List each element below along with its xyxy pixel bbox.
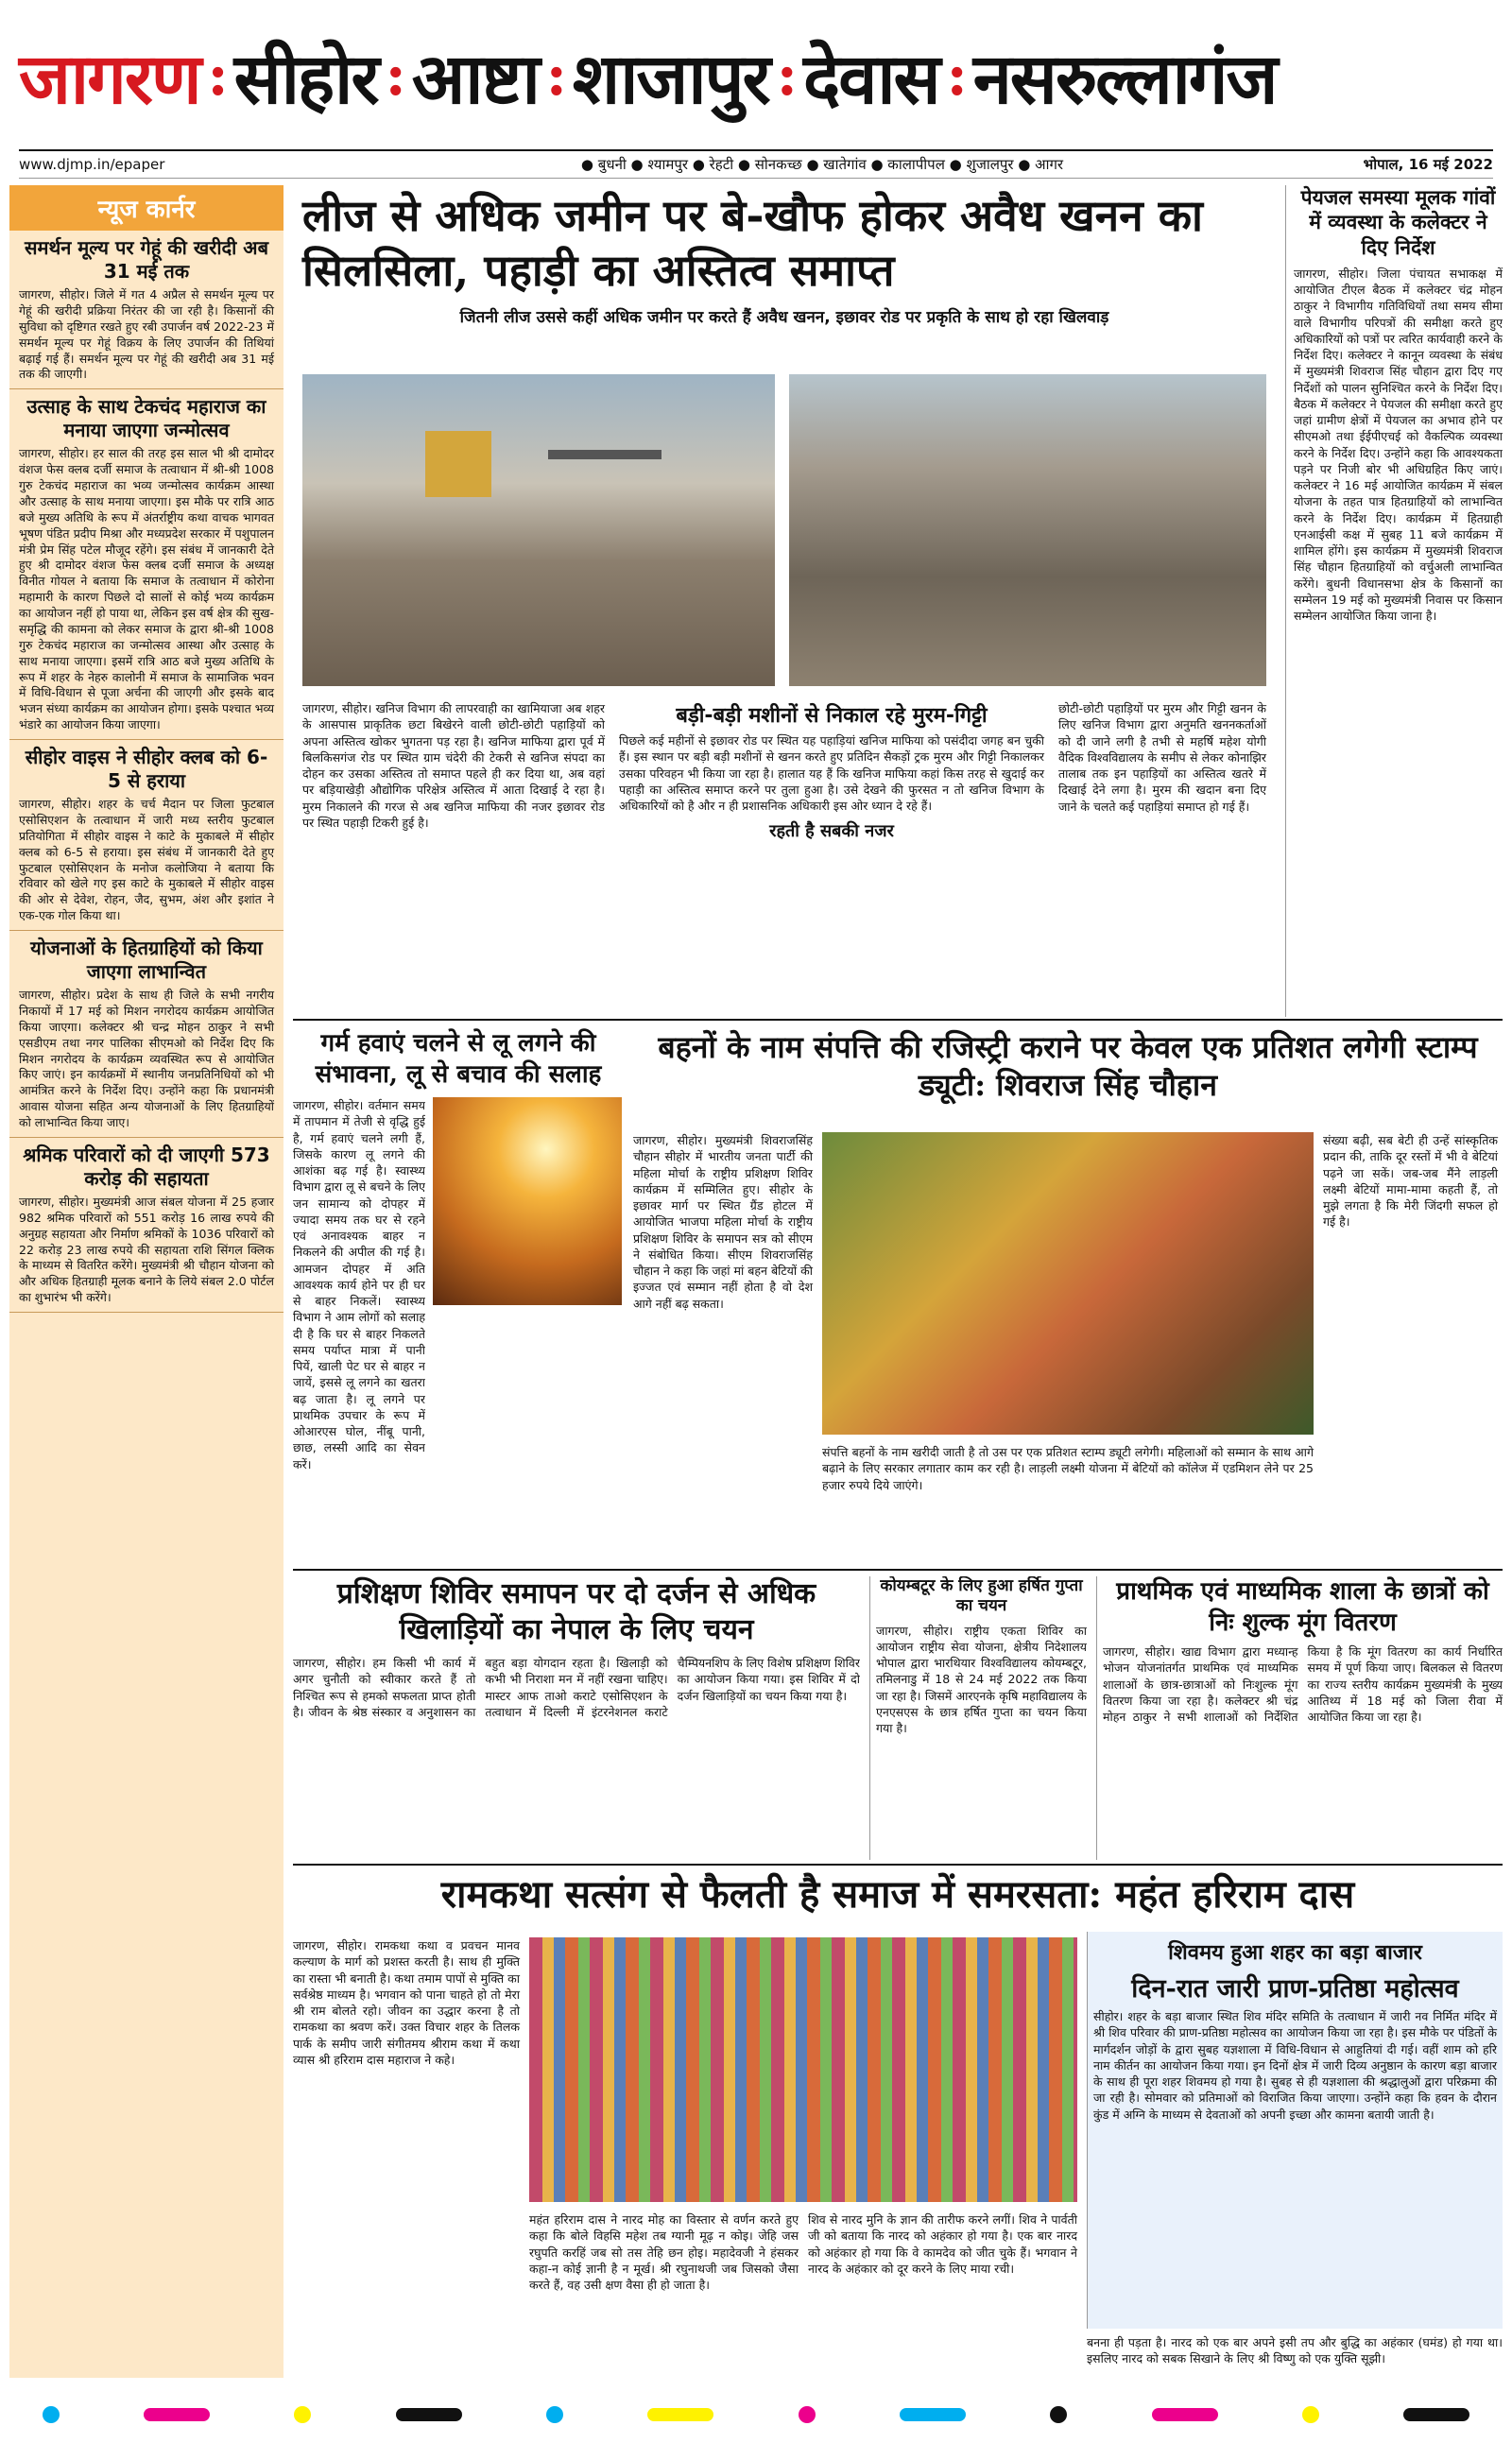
players-body: जागरण, सीहोर। हम किसी भी कार्य में अगर चुनौती को स्वीकार करते हैं तो निश्चित रूप से हमको सफलता प्राप्त होती है। जीवन के श्रेष्ठ संस्कार व अनुशासन का बहुत बड़ा योगदान रहता है। खिलाड़ी को कभी भी निराशा मन में नहीं रखना चाहिए। मास्टर आफ ताओ कराटे एसोसिएशन के तत्वाधान में दिल्ली में इंटरनेशनल कराटे चैम्पियनशिप के लिए विशेष प्रशिक्षण शिविर का आयोजन किया गया। इस शिविर में दो दर्जन खिलाड़ियों का चयन किया गया है। [293, 1656, 860, 1719]
ramkatha-body-3: शिव से नारद मुनि के ज्ञान की तारीफ करने लगीं। शिव ने पार्वती जी को बताया कि नारद को अहंकार हो गया है। एक बार नारद को अहंकार हो गया कि वे कामदेव को जीत चुके हैं। भगवान ने नारद के अहंकार को दूर करने के लिए माया रची। [808, 2212, 1077, 2276]
masthead: जागरण : सीहोर : आष्टा : शाजापुर : देवास : नसरुल्लागंज [19, 19, 1493, 132]
news-item [9, 931, 284, 1138]
news-item-text: जागरण, सीहोर। हर साल की तरह इस साल भी श्री दामोदर वंशज फेस क्लब दर्जी समाज के तत्वाधान में श्री-श्री 1008 गुरु टेकचंद महाराज का भव्य जन्मोत्सव कार्यक्रम आस्था और उत्साह के साथ मनाया जाएगा। इस मौके पर रात्रि आठ बजे मुख्य अतिथि के रूप में अंतर्राष्ट्रीय कथा वाचक भागवत भूषण पंडित प्रदीप मिश्रा और मध्यप्रदेश सरकार में पशुपालन मंत्री प्रेम सिंह पटेल मौजूद रहेंगे। इस संबंध में जानकारी देते हुए श्री दामोदर वंशज फेस क्लब दर्जी समाज के अध्यक्ष विनीत गोयल ने बताया कि समाज के तत्वाधान में कोरोना महामारी के कारण पिछले दो सालों से कोई भव्य कार्यक्रम का आयोजन नहीं हो पाया था, लेकिन इस वर्ष क्षेत्र की सुख-समृद्धि की कामना को लेकर समाज के द्वारा श्री-श्री 1008 गुरु टेकचंद महाराज का जन्मोत्सव आस्था और उत्साह के साथ मनाया जाएगा। इसमें रात्रि आठ बजे मुख्य अतिथि के रूप में शहर के नेहरु कालोनी में समाज के सामाजिक भवन में विधि-विधान से पूजा अर्चना की जाएगी और इसके बाद भजन संध्या कार्यक्रम का आयोजन होगा। इसके पश्चात भव्य भंडारे का आयोजन किया जाएगा। [19, 446, 275, 732]
city-shajapur: शाजापुर [572, 38, 769, 120]
lead-subhead: बड़ी-बड़ी मशीनों से निकाल रहे मुरम-गिट्टी [676, 704, 988, 728]
lead-body-3: छोटी-छोटी पहाड़ियों पर मुरम और गिट्टी खनन के लिए खनिज विभाग द्वारा अनुमति खननकर्ताओं को दी जाने लगी है तभी से महर्षि महेश योगी वैदिक विश्वविद्यालय के समीप से लेकर कोनाझिर तालाब तक इन पहाड़ियों का अस्तित्व खतरे में दिखाई देने लगा है। मुरम की खदान बना दिए जाने के चलते कई पहाड़ियां समाप्त हो गई हैं। [1058, 701, 1266, 814]
news-corner-title: न्यूज कार्नर [9, 185, 284, 231]
edition-towns: ● बुधनी ● श्यामपुर ● रेहटी ● सोनकच्छ ● खातेगांव ● कालापीपल ● शुजालपुर ● आगर [580, 156, 1064, 173]
news-item-headline: समर्थन मूल्य पर गेहूं की खरीदी अब 31 मई तक [24, 236, 269, 283]
brand-name: जागरण [19, 38, 200, 120]
heatwave-story [293, 1028, 624, 1567]
ramkatha-crowd-photo [529, 1937, 1077, 2202]
news-corner [9, 185, 284, 2378]
news-item-text: जागरण, सीहोर। जिले में गत 4 अप्रैल से समर्थन मूल्य पर गेहूं की खरीदी प्रक्रिया निरंतर की जा रही है। किसानों की सुविधा को दृष्टिगत रखते हुए रबी उपार्जन वर्ष 2022-23 में समर्थन मूल्य पर गेहूं विक्रय के लिए उपार्जन की तिथियां बढ़ाई गई हैं। समर्थन मूल्य पर गेहूं की खरीदी अब 31 मई तक की जाएगी। [19, 287, 274, 382]
city-ashta: आष्टा [411, 38, 539, 120]
city-dewas: देवास [802, 38, 939, 120]
news-item-headline: योजनाओं के हितग्राहियों को किया जाएगा लाभान्वित [30, 937, 263, 983]
divider [293, 1019, 1503, 1021]
lead-body-1: जागरण, सीहोर। खनिज विभाग की लापरवाही का खामियाजा अब शहर के आसपास प्राकृतिक छटा बिखेरने वाली छोटी-छोटी पहाड़ियों को अपना अस्तित्व खोकर भुगतना पड़ रहा है। खनिज माफिया द्वारा पूर्व में बिलकिसगंज रोड पर स्थित ग्राम चंदेरी की टेकरी से खनिज संपदा का दोहन कर उसका अस्तित्व तो समाप्त पहले ही कर दिया था, अब वहां पर बड़ियाखेड़ी औद्योगिक परिक्षेत्र अस्तित्व में आता दिखाई दे रहा है। मुरम निकालने की गरज से अब खनिज माफिया की नजर इछावर रोड पर स्थित पहाड़ी टिकरी हुई है। [302, 701, 605, 830]
heatwave-photo [433, 1097, 622, 1305]
shivraj-story [633, 1028, 1503, 1567]
news-item-headline: सीहोर वाइस ने सीहोर क्लब को 6-5 से हराया [25, 746, 268, 792]
news-item-headline: श्रमिक परिवारों को दी जाएगी 573 करोड़ की सहायता [23, 1143, 270, 1190]
news-item [9, 389, 284, 740]
shivraj-headline: बहनों के नाम संपत्ति की रजिस्ट्री कराने पर केवल एक प्रतिशत लगेगी स्टाम्प ड्यूटी: शिवराज सिंह चौहान [658, 1029, 1478, 1103]
lead-story [293, 185, 1276, 1017]
epaper-url[interactable]: www.djmp.in/epaper [19, 156, 165, 173]
city-sehore: सीहोर [233, 38, 378, 120]
shivamay-kicker: शिवमय हुआ शहर का बड़ा बाजार [1168, 1941, 1422, 1965]
ramkatha-body-4: बनना ही पड़ता है। नारद को एक बार अपने इसी तप और बुद्धि का अहंकार (घमंड) हो गया था। इसलिए नारद को सबक सिखाने के लिए श्री विष्णु को एक युक्ति सूझी। [1087, 2335, 1503, 2366]
shivamay-headline: दिन-रात जारी प्राण-प्रतिष्ठा महोत्सव [1131, 1974, 1459, 2004]
news-item-headline: उत्साह के साथ टेकचंद महाराज का मनाया जाएगा जन्मोत्सव [26, 395, 266, 442]
mung-body: जागरण, सीहोर। खाद्य विभाग द्वारा मध्यान्ह भोजन योजनांतर्गत प्राथमिक एवं माध्यमिक शालाओं के छात्र-छात्राओं को निःशुल्क मूंग वितरण किया जा रहा है। कलेक्टर श्री चंद्र मोहन ठाकुर ने सभी शालाओं को निर्देशित किया है कि मूंग वितरण का कार्य निर्धारित समय में पूर्ण किया जाए। बिलकल से वितरण का राज्य स्तरीय कार्यक्रम मुख्यमंत्री के मुख्य आतिथ्य में 18 मई को जिला रीवा में आयोजित किया जा रहा है। [1103, 1644, 1503, 1724]
shivamay-box [1087, 1932, 1503, 2329]
ramkatha-body-2: महंत हरिराम दास ने नारद मोह का विस्तार से वर्णन करते हुए कहा कि बोले विहसि महेश तब ग्यानी मूढ़ न कोइ। जेहि जस रघुपति करहिं जब सो तस तेहि छन होइ। महादेवजी ने हंसकर कहा-न कोई ज्ञानी है न मूर्ख। श्री रघुनाथजी जब जिसको जैसा करते हैं, वह उसी क्षण वैसा ही हो जाता है। [529, 2212, 799, 2292]
water-headline: पेयजल समस्या मूलक गांवों में व्यवस्था के कलेक्टर ने दिए निर्देश [1300, 185, 1496, 259]
ramkatha-headline: रामकथा सत्संग से फैलती है समाज में समरसता: महंत हरिराम दास [440, 1872, 1355, 1917]
masthead-area [0, 0, 1512, 151]
shivraj-body-1: जागरण, सीहोर। मुख्यमंत्री शिवराजसिंह चौहान सीहोर में भारतीय जनता पार्टी की महिला मोर्चा के राष्ट्रीय प्रशिक्षण शिविर कार्यक्रम में सम्मिलित हुए। सीहोर के इछावर मार्ग पर स्थित ग्रैंड होटल में आयोजित भाजपा महिला मोर्चा के राष्ट्रीय प्रशिक्षण शिविर के समापन सत्र को सीएम ने संबोधित किया। सीएम शिवराजसिंह चौहान ने कहा कि जहां मां बहन बेटियों की इज्जत एवं सम्मान नहीं होता है वो देश आगे नहीं बढ़ सकता। [633, 1133, 813, 1311]
divider [293, 1864, 1503, 1866]
lead-strap: जितनी लीज उससे कहीं अधिक जमीन पर करते हैं अवैध खनन, इछावर रोड पर प्रकृति के साथ हो रहा खिलवाड़ [459, 308, 1109, 327]
mung-story [1096, 1576, 1503, 1860]
news-item [9, 740, 284, 931]
mung-headline: प्राथमिक एवं माध्यमिक शाला के छात्रों को निः शुल्क मूंग वितरण [1116, 1577, 1489, 1637]
players-story [293, 1576, 860, 1860]
edition-bar [19, 149, 1493, 179]
news-item-text: जागरण, सीहोर। शहर के चर्च मैदान पर जिला फुटबाल एसोसिएशन के तत्वाधान में जारी मध्य स्तरीय फुटबाल प्रतियोगिता में सीहोर वाइस ने काटे के मुकाबले में सीहोर क्लब को 6-5 से हराया। इस संबंध में जानकारी देते हुए फुटबाल एसोसिएशन के मनोज कलोजिया ने बताया कि रविवार को खेले गए इस काटे के मुकाबले में सीहोर वाइस की ओर से देवेश, रोहन, जैद, सुभम, अंश और इशांत ने एक-एक गोल किया था। [19, 797, 274, 923]
shivraj-body-3: संख्या बढ़ी, सब बेटी ही उन्हें सांस्कृतिक प्रदान की, ताकि दूर रस्तों में भी वे बेटियां पढ़ने जा सकें। जब-जब मैंने लाड़ली लक्ष्मी बेटियों मामा-मामा कहती हैं, तो मुझे लगता है कि मेरी जिंदगी सफल हो गई है। [1323, 1133, 1498, 1230]
heatwave-headline: गर्म हवाएं चलने से लू लगने की संभावना, लू से बचाव की सलाह [315, 1029, 602, 1089]
mining-photo-2 [789, 374, 1266, 686]
shivraj-body-2: संपत्ति बहनों के नाम खरीदी जाती है तो उस पर एक प्रतिशत स्टाम्प ड्यूटी लगेगी। महिलाओं को सम्मान के साथ आगे बढ़ाने के लिए सरकार लगातार काम कर रही है। लाड़ली लक्ष्मी योजना में बेटियों को कॉलेज में एडमिशन लेने पर 25 हजार रुपये दिये जाएंगे। [822, 1445, 1314, 1492]
edition-date: भोपाल, 16 मई 2022 [1363, 156, 1493, 173]
divider [293, 1569, 1503, 1571]
players-headline: प्रशिक्षण शिविर समापन पर दो दर्जन से अधिक खिलाड़ियों का नेपाल के लिए चयन [336, 1577, 816, 1646]
coimbatore-headline: कोयम्बटूर के लिए हुआ हर्षित गुप्ता का चयन [880, 1576, 1083, 1616]
shivraj-photo [822, 1132, 1314, 1435]
heatwave-body: जागरण, सीहोर। वर्तमान समय में तापमान में तेजी से वृद्धि हुई है, गर्म हवाएं चलने लगी हैं, जिसके कारण लू लगने की आशंका बढ़ गई है। स्वास्थ्य विभाग द्वारा लू से बचने के लिए जन सामान्य को दोपहर में ज्यादा समय तक घर से रहने एवं अनावश्यक बाहर न निकलने की अपील की गई है। आमजन दोपहर में अति आवश्यक कार्य होने पर ही घर से बाहर निकलें। स्वास्थ्य विभाग ने आम लोगों को सलाह दी है कि घर से बाहर निकलते समय पर्याप्त मात्रा में पानी पियें, खाली पेट घर से बाहर न जायें, इससे लू लगने का खतरा बढ़ जाता है। लू लगने पर प्राथमिक उपचार के रूप में ओआरएस घोल, नींबू पानी, छाछ, लस्सी आदि का सेवन करें। [293, 1098, 425, 1471]
ramkatha-story [293, 1871, 1503, 2391]
shivamay-body: सीहोर। शहर के बड़ा बाजार स्थित शिव मंदिर समिति के तत्वाधान में जारी नव निर्मित मंदिर में श्री शिव परिवार की प्राण-प्रतिष्ठा महोत्सव का आयोजन किया जा रहा है। इस मौके पर पंडितों के मार्गदर्शन जोड़ों के द्वारा सुबह यज्ञशाला में विधि-विधान से आहुतियां दी गई। वहीं शाम को हरि नाम कीर्तन का आयोजन किया गया। इन दिनों क्षेत्र में जारी दिव्य अनुष्ठान के कारण बड़ा बाजार के साथ ही पूरा शहर शिवमय हो गया है। सुबह से ही यज्ञशाला की श्रद्धालुओं द्वारा परिक्रमा की जा रही है। सोमवार को प्रतिमाओं को विराजित किया जाएगा। उन्होंने कहा कि हवन के दौरान कुंड में अग्नि के माध्यम से देवताओं को अपनी इच्छा और कामना बतायी जाती है। [1093, 2009, 1497, 2122]
print-registration-band [0, 2396, 1512, 2434]
news-item-text: जागरण, सीहोर। प्रदेश के साथ ही जिले के सभी नगरीय निकायों में 17 मई को मिशन नगरोदय कार्यक्रम आयोजित किया जाएगा। कलेक्टर श्री चन्द्र मोहन ठाकुर ने सभी एसडीएम तथा नगर पालिका सीएमओ को निर्देश दिए कि मिशन नगरोदय के कार्यक्रम व्यवस्थित रूप से आयोजित किए जाएं। इन कार्यक्रमों में स्थानीय जनप्रतिनिधियों को भी आमंत्रित करने के निर्देश दिए। उन्होंने कहा कि प्रधानमंत्री आवास योजना सहित अन्य योजनाओं के लिए हितग्राहियों को लाभान्वित किया जाए। [19, 988, 274, 1129]
city-nasrullaganj: नसरुल्लागंज [972, 38, 1277, 120]
news-item [9, 1138, 284, 1313]
ramkatha-body-1: जागरण, सीहोर। रामकथा कथा व प्रवचन मानव कल्याण के मार्ग को प्रशस्त करती है। साथ ही मुक्ति का रास्ता भी बनाती है। कथा तमाम पापों से मुक्ति का सर्वश्रेष्ठ माध्यम है। भगवान को पाना चाहते हो तो मेरा श्री राम बोलते रहो। जीवन का उद्धार करना है तो रामकथा का श्रवण करें। उक्त विचार शहर के तिलक पार्क के समीप जारी संगीतमय श्रीराम कथा में कथा व्यास श्री हरिराम दास महाराज ने कहे। [293, 1938, 520, 2067]
water-story [1285, 185, 1503, 1017]
coimbatore-body: जागरण, सीहोर। राष्ट्रीय एकता शिविर का आयोजन राष्ट्रीय सेवा योजना, क्षेत्रीय निदेशालय भोपाल द्वारा भारथियार विश्वविद्यालय कोयम्बटूर, तमिलनाडु में 18 से 24 मई 2022 तक किया जा रहा है। जिसमें आरएनके कृषि महाविद्यालय के एनएसएस के छात्र हर्षित गुप्ता का चयन किया गया है। [876, 1623, 1087, 1735]
coimbatore-story [869, 1576, 1087, 1860]
mining-photo-1 [302, 374, 775, 686]
water-body: जागरण, सीहोर। जिला पंचायत सभाकक्ष में आयोजित टीएल बैठक में कलेक्टर चंद्र मोहन ठाकुर ने विभागीय गतिविधियों तथा समय सीमा वाले विभागीय परिपत्रों की समीक्षा करते हुए अधिकारियों को पत्रों पर त्वरित कार्यवाही करने के निर्देश दिए। कलेक्टर ने कानून व्यवस्था के संबंध में मुख्यमंत्री शिवराज सिंह चौहान द्वारा दिए गए निर्देशों को पालन सुनिश्चित करने के निर्देश दिए। बैठक में कलेक्टर ने पेयजल की समीक्षा करते हुए जहां ग्रामीण क्षेत्रों में पेयजल का अभाव होने पर सीएमओ तथा ईईपीएचई को वैकल्पिक व्यवस्था करने के निर्देश दिए। उन्होंने कहा कि आवश्यकता पड़ने पर निजी बोर भी अधिग्रहित किए जाएं। कलेक्टर ने 16 मई आयोजित कार्यक्रम में संबल योजना के तहत पात्र हितग्राहियों को लाभान्वित करने के निर्देश दिए। कार्यक्रम में हितग्राही एनआईसी कक्ष में सुबह 11 बजे कार्यक्रम में शामिल होंगे। इस कार्यक्रम में मुख्यमंत्री शिवराज सिंह चौहान हितग्राहियों को वर्चुअली लाभान्वित करेंगे। बुधनी विधानसभा क्षेत्र के किसानों का सम्मेलन 19 मई को मुख्यमंत्री निवास पर किसान सम्मेलन आयोजित किया जाना है। [1294, 266, 1503, 623]
lead-body-2: पिछले कई महीनों से इछावर रोड पर स्थित यह पहाड़ियां खनिज माफिया को पसंदीदा जगह बन चुकी हैं। इस स्थान पर बड़ी बड़ी मशीनों से खनन करते हुए प्रतिदिन सैकड़ों ट्रक मुरम और गिट्टी निकालकर उसका परिवहन भी किया जा रहा है। हालात यह हैं कि खनिज माफिया कहां किस तरह से खुदाई कर पहाड़ी का अस्तित्व समाप्त करने पर तुला हुआ है। उसे देखने की फुरसत न तो खनिज विभाग के अधिकारियों को है और न ही प्रशासनिक अधिकारी इस ओर ध्यान दे रहे हैं। [619, 733, 1044, 813]
news-item-text: जागरण, सीहोर। मुख्यमंत्री आज संबल योजना में 25 हजार 982 श्रमिक परिवारों को 551 करोड़ 16 लाख रुपये की अनुग्रह सहायता और निर्माण श्रमिकों के 1036 परिवारों को 22 करोड़ 23 लाख रुपये की सहायता राशि सिंगल क्लिक के माध्यम से वितरित करेंगे। मुख्यमंत्री श्री चौहान योजना को और अधिक हितग्राही मूलक बनाने के लिये संबल 2.0 पोर्टल का शुभारंभ भी करेंगे। [19, 1194, 274, 1305]
lead-subhead-2: रहती है सबकी नजर [769, 821, 894, 842]
news-item [9, 231, 284, 389]
lead-headline: लीज से अधिक जमीन पर बे-खौफ होकर अवैध खनन का सिलसिला, पहाड़ी का अस्तित्व समाप्त [302, 190, 1203, 296]
